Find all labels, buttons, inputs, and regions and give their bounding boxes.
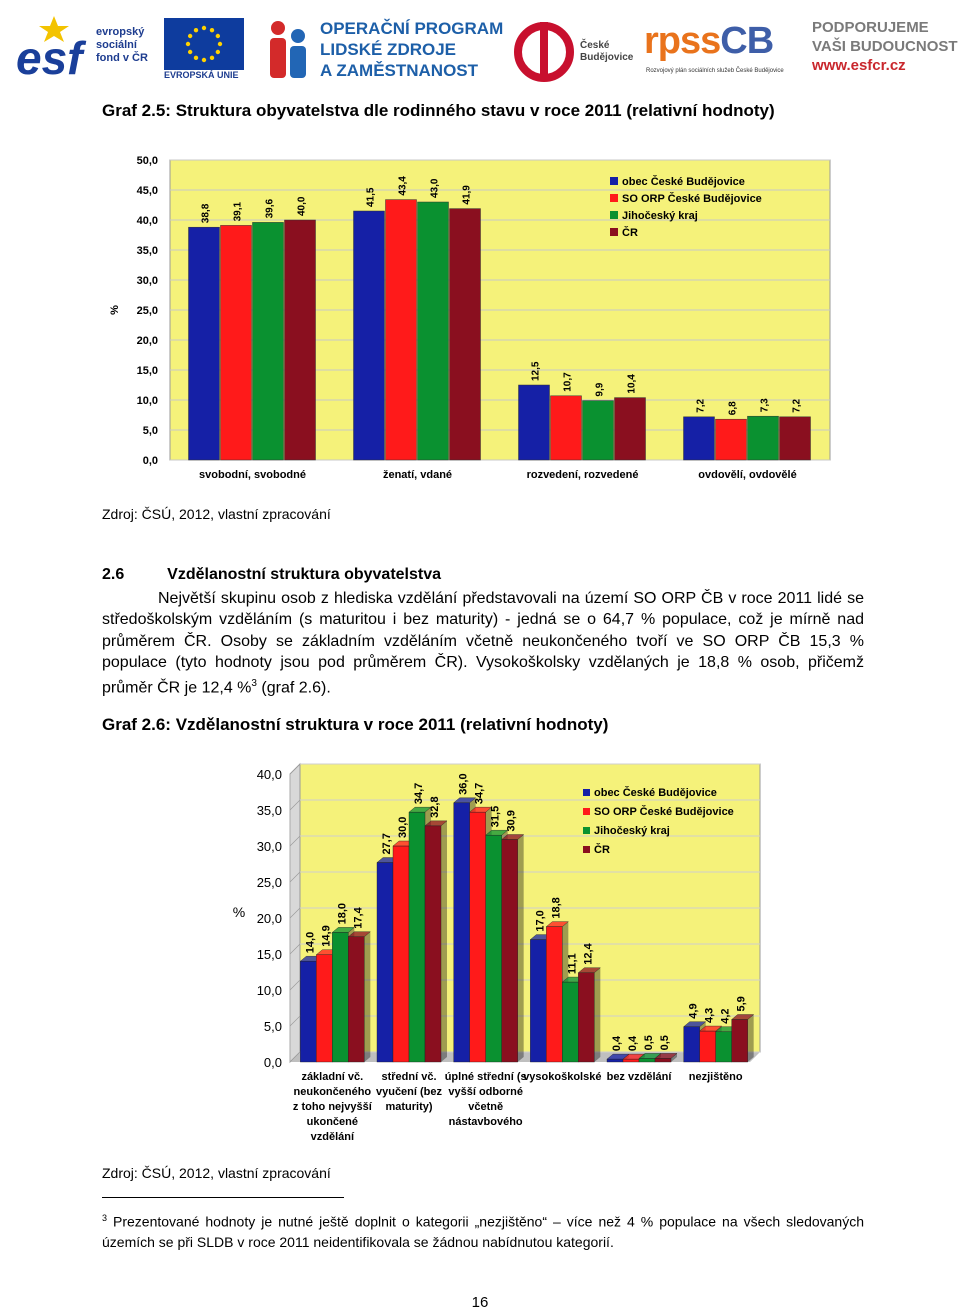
x-tick-label: vzdělání xyxy=(310,1131,355,1143)
esf-web-link[interactable]: www.esfcr.cz xyxy=(812,57,906,74)
y-tick-label: 35,0 xyxy=(256,803,282,818)
data-label: 39,6 xyxy=(264,198,276,219)
op-line-2: LIDSKÉ ZDROJE xyxy=(320,40,457,59)
data-label: 12,5 xyxy=(530,361,542,381)
y-tick-label: 25,0 xyxy=(136,305,158,317)
cb-line-2: Budějovice xyxy=(580,52,634,63)
bar xyxy=(655,1058,671,1062)
y-tick-label: 20,0 xyxy=(256,911,282,926)
bar xyxy=(285,220,316,460)
legend-label: obec České Budějovice xyxy=(622,176,745,188)
legend-swatch xyxy=(610,177,618,185)
legend-label: ČR xyxy=(594,844,610,856)
x-tick-label: nástavbového xyxy=(448,1116,523,1128)
podporujeme-logo xyxy=(812,18,958,75)
data-label: 31,5 xyxy=(489,805,502,828)
x-tick-label: vysokoškolské xyxy=(523,1071,602,1083)
bar-side xyxy=(364,932,370,1062)
x-tick-label: rozvedení, rozvedené xyxy=(526,469,639,481)
data-label: 34,7 xyxy=(473,782,486,805)
y-tick-label: 10,0 xyxy=(256,983,282,998)
data-label: 32,8 xyxy=(429,796,441,818)
x-tick-label: vyučení (bez xyxy=(375,1086,443,1098)
footnote-text: Prezentované hodnoty je nutné ještě doplnit o kategorii „nezjištěno“ – více než 4 % populace na všech sledovaných územích se při SLDB v roce 2011 neidentifikovala se žádnou nabídnutou kategorií. xyxy=(102,1213,865,1250)
bar xyxy=(300,961,316,1062)
bar xyxy=(578,973,594,1062)
x-tick-label: včetně xyxy=(468,1101,504,1113)
bar xyxy=(716,1032,732,1062)
data-label: 11,1 xyxy=(566,953,579,975)
data-label: 41,9 xyxy=(461,185,473,205)
chart-graf-2-5 xyxy=(100,145,840,490)
bar xyxy=(316,955,332,1062)
op-line-3: A ZAMĚSTNANOST xyxy=(320,61,479,80)
bar xyxy=(639,1058,655,1062)
rpss-text: rpss xyxy=(644,20,721,62)
footnote xyxy=(102,1208,864,1252)
bar xyxy=(684,417,715,460)
data-label: 43,4 xyxy=(397,176,409,196)
bar-side xyxy=(594,968,600,1062)
data-label: 34,7 xyxy=(413,782,425,805)
data-label: 7,2 xyxy=(695,398,707,413)
bar xyxy=(615,398,646,460)
legend-swatch xyxy=(610,228,618,236)
section-title: Vzdělanostní struktura obyvatelstva xyxy=(167,566,442,583)
y-tick-label: 50,0 xyxy=(136,155,158,167)
graf26-caption: Graf 2.6: Vzdělanostní struktura v roce 2011 (relativní hodnoty) xyxy=(102,715,609,734)
x-tick-label: ovdovělí, ovdovělé xyxy=(698,469,797,481)
y-tick-label: 0,0 xyxy=(263,1055,282,1070)
data-label: 14,9 xyxy=(320,925,333,947)
x-tick-label: maturity) xyxy=(385,1101,433,1113)
page-number: 16 xyxy=(471,1294,489,1311)
legend-label: ČR xyxy=(622,227,638,239)
x-tick-label: svobodní, svobodné xyxy=(199,469,306,481)
section-heading xyxy=(102,566,441,584)
data-label: 0,5 xyxy=(659,1035,671,1051)
bar xyxy=(425,826,441,1062)
y-tick-label: 30,0 xyxy=(256,839,282,854)
legend-swatch xyxy=(610,194,618,202)
x-tick-label: neukončeného xyxy=(293,1086,372,1098)
data-label: 41,5 xyxy=(365,187,377,207)
bar xyxy=(551,396,582,460)
footnote-separator xyxy=(102,1197,344,1198)
cb-city-logo xyxy=(14,12,634,84)
podporujeme-line-1: PODPORUJEME xyxy=(812,19,929,36)
legend-label: SO ORP České Budějovice xyxy=(594,806,734,818)
data-label: 17,4 xyxy=(352,907,365,929)
data-label: 40,0 xyxy=(296,196,308,216)
footnote-ref[interactable]: 3 xyxy=(251,678,257,690)
bar xyxy=(684,1027,700,1062)
footnote-number: 3 xyxy=(102,1213,108,1223)
bar xyxy=(393,846,409,1062)
legend-label: Jihočeský kraj xyxy=(594,825,670,837)
data-label: 38,8 xyxy=(200,203,212,224)
bar xyxy=(470,812,486,1062)
y-tick-label: 5,0 xyxy=(263,1019,282,1034)
data-label: 4,2 xyxy=(719,1008,732,1024)
data-label: 36,0 xyxy=(457,773,470,795)
rpss-logo xyxy=(644,20,773,63)
x-tick-label: střední vč. xyxy=(381,1071,437,1083)
bar xyxy=(386,200,417,460)
y-tick-label: 45,0 xyxy=(136,185,158,197)
data-label: 5,9 xyxy=(735,996,748,1012)
paragraph-text: Největší skupinu osob z hlediska vzdělání představovali na území SO ORP ČB v roce 2011 lidé se středoškolským vzděláním (s maturitou i bez maturity) - jedná se o 64,7 % populace, což je mírně nad průměrem ČR. Osoby se základním vzděláním včetně neukončeného tvoří ve SO ORP ČB 15,3 % populace (tyto hodnoty jsou pod průměrem ČR). Vysokoškolsky vzdělaných je 18,8 % osob, přičemž průměr ČR je 12,4 % xyxy=(102,590,864,697)
cb-emblem-icon xyxy=(514,20,574,82)
bar xyxy=(748,416,779,460)
data-label: 6,8 xyxy=(727,401,739,416)
bar xyxy=(700,1031,716,1062)
bar xyxy=(221,225,252,460)
x-tick-label: úplné střední (s xyxy=(444,1071,527,1083)
graf25-caption: Graf 2.5: Struktura obyvatelstva dle rodinného stavu v roce 2011 (relativní hodnoty) xyxy=(102,101,775,120)
bar-side xyxy=(441,821,447,1062)
svg-text:esf: esf xyxy=(16,32,83,80)
logo-bar xyxy=(14,12,958,84)
bar xyxy=(332,932,348,1062)
x-tick-label: bez vzdělání xyxy=(606,1071,672,1083)
data-label: 7,3 xyxy=(759,398,771,413)
y-tick-label: 40,0 xyxy=(256,767,282,782)
bar xyxy=(486,835,502,1062)
op-line-1: OPERAČNÍ PROGRAM xyxy=(320,19,504,38)
bar xyxy=(607,1059,623,1062)
bar xyxy=(377,863,393,1062)
data-label: 9,9 xyxy=(594,382,606,397)
data-label: 39,1 xyxy=(232,201,244,222)
x-tick-label: nezjištěno xyxy=(688,1071,743,1083)
y-tick-label: 15,0 xyxy=(136,365,158,377)
esf-line-2: sociální xyxy=(96,39,137,51)
bar xyxy=(348,937,364,1062)
x-tick-label: vyšší odborné xyxy=(448,1086,523,1098)
bar xyxy=(623,1059,639,1062)
y-axis-label: % xyxy=(232,904,246,920)
data-label: 10,4 xyxy=(626,374,638,394)
data-label: 30,0 xyxy=(397,816,409,838)
legend-swatch xyxy=(583,827,590,834)
data-label: 17,0 xyxy=(534,910,547,932)
data-label: 12,4 xyxy=(582,943,595,965)
bar-side xyxy=(518,835,524,1062)
bar-side xyxy=(748,1015,754,1062)
x-tick-label: základní vč. xyxy=(301,1071,364,1083)
bar xyxy=(530,940,546,1062)
bar xyxy=(780,417,811,460)
data-label: 18,8 xyxy=(550,897,563,919)
y-tick-label: 0,0 xyxy=(142,455,158,467)
esf-line-3: fond v ČR xyxy=(96,52,148,64)
podporujeme-line-2: VAŠI BUDOUCNOST xyxy=(812,38,958,55)
data-label: 0,5 xyxy=(643,1035,655,1051)
section-paragraph xyxy=(102,588,864,699)
y-tick-label: 35,0 xyxy=(136,245,158,257)
y-tick-label: 5,0 xyxy=(142,425,158,437)
data-label: 14,0 xyxy=(304,931,317,954)
bar xyxy=(189,227,220,460)
data-label: 30,9 xyxy=(505,810,518,832)
data-label: 4,3 xyxy=(703,1007,716,1024)
data-label: 43,0 xyxy=(429,178,441,198)
section-number: 2.6 xyxy=(102,566,125,583)
legend-label: SO ORP České Budějovice xyxy=(622,193,762,205)
eu-text: EVROPSKÁ UNIE xyxy=(164,70,239,80)
y-tick-label: 15,0 xyxy=(256,947,282,962)
data-label: 27,7 xyxy=(381,833,393,855)
x-tick-label: ženatí, vdané xyxy=(382,469,453,481)
bar xyxy=(409,812,425,1062)
legend-swatch xyxy=(583,789,590,796)
legend-label: obec České Budějovice xyxy=(594,787,717,799)
bar xyxy=(716,419,747,460)
legend-label: Jihočeský kraj xyxy=(622,210,698,222)
data-label: 0,4 xyxy=(611,1035,623,1052)
graf25-source: Zdroj: ČSÚ, 2012, vlastní zpracování xyxy=(102,506,331,522)
paragraph-end: (graf 2.6). xyxy=(256,679,331,697)
bar xyxy=(253,222,284,460)
data-label: 10,7 xyxy=(562,372,574,392)
bar xyxy=(502,840,518,1062)
x-tick-label: z toho nejvyšší xyxy=(292,1101,372,1113)
graf26-source: Zdroj: ČSÚ, 2012, vlastní zpracování xyxy=(102,1165,331,1181)
bar xyxy=(583,401,614,460)
data-label: 4,9 xyxy=(687,1003,700,1019)
y-tick-label: 30,0 xyxy=(136,275,158,287)
bar xyxy=(562,982,578,1062)
legend-swatch xyxy=(583,846,590,853)
bar xyxy=(519,385,550,460)
bar xyxy=(546,927,562,1062)
data-label: 0,4 xyxy=(627,1035,639,1052)
y-axis-label: % xyxy=(109,305,121,315)
legend-swatch xyxy=(583,808,590,815)
y-tick-label: 20,0 xyxy=(136,335,158,347)
data-label: 7,2 xyxy=(791,398,803,413)
bar xyxy=(454,803,470,1062)
bar xyxy=(732,1020,748,1062)
cb-line-1: České xyxy=(580,40,610,51)
bar xyxy=(354,211,385,460)
esf-line-1: evropský xyxy=(96,26,145,38)
x-tick-label: ukončené xyxy=(306,1116,359,1128)
chart-graf-2-6 xyxy=(225,750,785,1150)
rpss-cb-text: CB xyxy=(720,20,774,62)
rpss-subtitle: Rozvojový plán sociálních služeb České Budějovice xyxy=(646,68,784,74)
y-tick-label: 10,0 xyxy=(136,395,158,407)
y-tick-label: 25,0 xyxy=(256,875,282,890)
legend-swatch xyxy=(610,211,618,219)
y-tick-label: 40,0 xyxy=(136,215,158,227)
bar xyxy=(418,202,449,460)
data-label: 18,0 xyxy=(336,902,349,925)
bar xyxy=(450,209,481,460)
